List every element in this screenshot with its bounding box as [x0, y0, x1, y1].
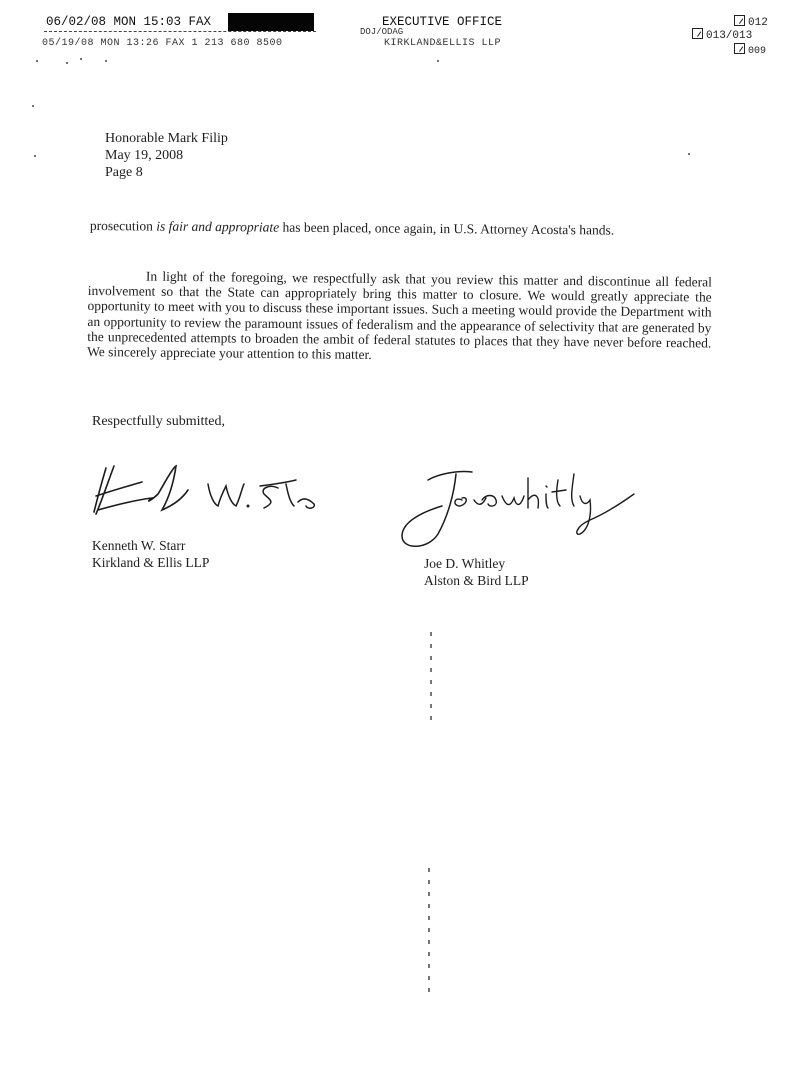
closing-line: Respectfully submitted, [92, 414, 225, 429]
scan-speck [36, 60, 38, 62]
address-block [105, 130, 228, 181]
signatory-name: Joe D. Whitley [424, 556, 506, 571]
fax-page-counter-3: 009 [734, 43, 766, 57]
fax-page-counter-1: 012 [734, 15, 768, 29]
scan-fold-dots-lower [428, 868, 430, 1000]
scan-speck [80, 58, 82, 60]
scan-speck [32, 105, 34, 107]
header-underline [44, 31, 316, 32]
fax-header-line1-left: 06/02/08 MON 15:03 FAX [46, 15, 212, 29]
fax-header-line2-center: KIRKLAND&ELLIS LLP [384, 38, 502, 49]
signatory-name: Kenneth W. Starr [92, 538, 186, 553]
scan-speck [105, 60, 107, 62]
scan-fold-dots-upper [430, 632, 432, 728]
scan-speck [34, 155, 36, 157]
p1-text-c: has been placed, once again, in U.S. Attorney Acosta's hands. [282, 219, 615, 238]
body-paragraph-2: In light of the foregoing, we respectfully ask that you review this matter and discontinue all federal involvement so that the State can appropriately bring this matter to closure. We would greatly appreciate the opportunity to meet with you to discuss these important issues. Such a meeting would provide the Department with an opportunity to review the paramount issues of federalism and the appearance of selectivity that are generated by the unprecedented attempts to broaden the ambit of federal statutes to places that they have never before reached. We sincerely appreciate your attention to this matter. [87, 268, 712, 362]
signatory-firm: Alston & Bird LLP [424, 573, 529, 588]
fax-page-counter-2: 013/013 [692, 28, 752, 42]
fax-check-icon [734, 43, 745, 54]
fax-check-icon [692, 28, 703, 39]
recipient-name: Honorable Mark Filip [105, 131, 228, 146]
fax-header-line2-left: 05/19/08 MON 13:26 FAX 1 213 680 8500 [42, 38, 283, 49]
scan-speck [437, 60, 439, 62]
fax-header-line2-sub: DOJ/ODAG [360, 27, 404, 37]
signature-kenneth-starr [92, 460, 322, 524]
signature-joe-whitley [398, 460, 638, 552]
fax-header-line1-center: EXECUTIVE OFFICE [382, 15, 503, 29]
scan-speck [688, 153, 690, 155]
fax-check-icon [734, 15, 745, 26]
scan-speck [66, 62, 68, 64]
p1-text-a: prosecution [89, 218, 153, 234]
signatory-firm: Kirkland & Ellis LLP [92, 555, 210, 570]
signatory-whitley [424, 555, 529, 589]
p1-italic-phrase: is fair and appropriate [156, 218, 280, 235]
signatory-starr [92, 537, 209, 571]
page-number: Page 8 [105, 165, 143, 180]
redaction-box [228, 13, 314, 31]
body-paragraph-1 [90, 218, 708, 238]
letter-date: May 19, 2008 [105, 148, 184, 163]
